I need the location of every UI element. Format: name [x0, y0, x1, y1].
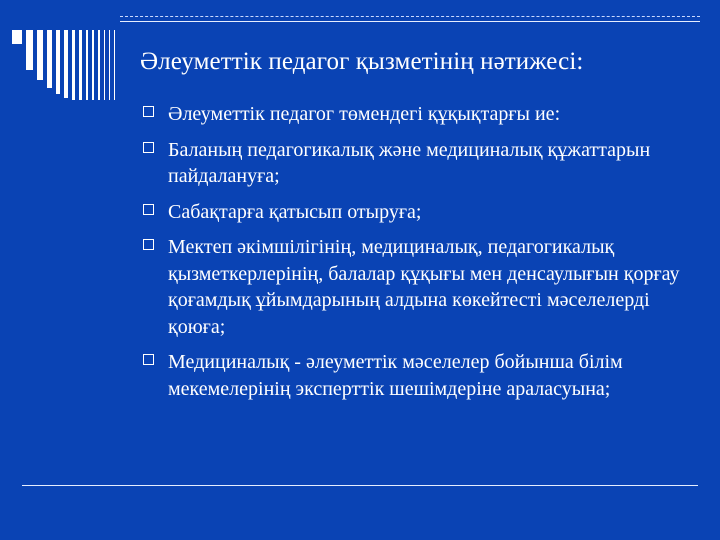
stripe: [79, 30, 82, 100]
stripe: [104, 30, 105, 100]
bullet-item: [143, 199, 683, 226]
bullet-item: [143, 349, 683, 402]
stripe: [56, 30, 60, 94]
stripe: [72, 30, 75, 100]
stripe: [86, 30, 88, 100]
bottom-divider: [22, 485, 698, 487]
bullet-text: Баланың педагогикалық және медициналық құжаттарын пайдалануға;: [168, 138, 651, 187]
bullet-text: Сабақтарға қатысып отыруға;: [168, 200, 422, 223]
stripe: [12, 30, 22, 44]
stripe: [114, 30, 115, 100]
bullet-text: Мектеп әкімшілігінің, медициналық, педагогикалық қызметкерлерінің, балалар құқығы мен денсаулығын қорғау қоғамдық ұйымдарының алдына көкейтесті мәселелерді қоюға;: [168, 236, 680, 338]
hollow-square-icon: [143, 142, 154, 153]
bullet-item: [143, 234, 683, 340]
stripe: [26, 30, 33, 70]
stripe: [47, 30, 52, 88]
stripe: [64, 30, 68, 98]
bullet-item: [143, 101, 683, 128]
bullet-item: [143, 137, 683, 190]
slide-title: Әлеуметтік педагог қызметінің нәтижесі:: [140, 48, 584, 75]
bullet-list: [143, 101, 683, 411]
top-divider: [120, 16, 700, 18]
hollow-square-icon: [143, 106, 154, 117]
decorative-stripes: [12, 30, 132, 100]
hollow-square-icon: [143, 204, 154, 215]
bullet-text: Әлеуметтік педагог төмендегі құқықтарғы ие:: [168, 103, 561, 125]
hollow-square-icon: [143, 239, 154, 250]
top-divider-line: [120, 21, 700, 23]
stripe: [98, 30, 100, 100]
stripe: [109, 30, 110, 100]
stripe: [92, 30, 94, 100]
stripe: [37, 30, 43, 80]
bullet-text: Медициналық - әлеуметтік мәселелер бойынша білім мекемелерінің эксперттік шешімдеріне араласуына;: [168, 351, 623, 400]
hollow-square-icon: [143, 354, 154, 365]
